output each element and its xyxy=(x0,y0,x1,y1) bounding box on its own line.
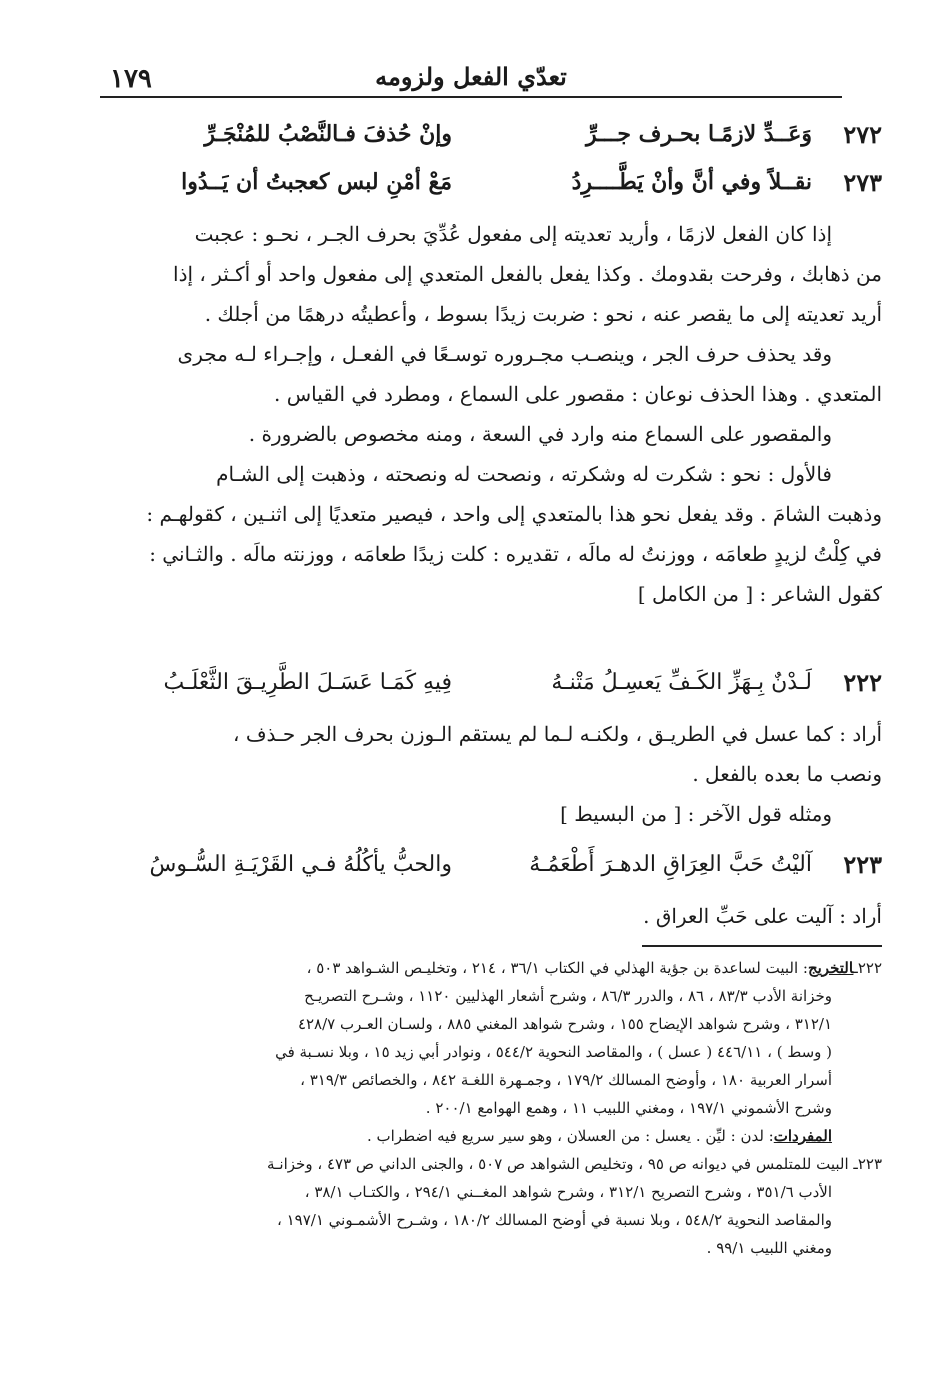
commentary-block-3 xyxy=(100,896,882,936)
first-hemistich: وَعَــدِّ لازمًـا بحـرف جـــرِّ xyxy=(585,121,812,147)
page-number: ١٧٩ xyxy=(110,64,152,94)
footnote-line: ٣١٢/١ ، وشرح شواهد الإيضاح ١٥٥ ، وشرح شواهد المغني ٨٨٥ ، ولسـان العـرب ٤٢٨/٧ xyxy=(297,1015,832,1033)
text-line: المتعدي . وهذا الحذف نوعان : مقصور على السماع ، ومطرد في القياس . xyxy=(274,382,882,406)
commentary-block-2 xyxy=(100,714,882,834)
text-line: أراد : آليت على حَبِّ العراق . xyxy=(643,904,882,928)
second-hemistich: والحبُّ يأكُلُهُ فـي القَرْيَـةِ السُّـوسُ xyxy=(149,851,452,877)
vocabulary-line xyxy=(100,1122,882,1150)
footnote-line: ( وسط ) ، ٤٤٦/١١ ( عسل ) ، والمقاصد النحوية ٥٤٤/٢ ، ونوادر أبي زيد ١٥ ، وبلا نسـبة في xyxy=(275,1043,832,1061)
footnote-222-line xyxy=(100,954,882,982)
verse-number: ٢٢٣ xyxy=(843,849,882,879)
first-hemistich: آليْتُ حَبَّ العِرَاقِ الدهـرَ أَطْعَمُـهُ xyxy=(529,851,812,877)
second-hemistich: فِيهِ كَمَـا عَسَـلَ الطَّرِيـقَ الثَّعْلَـبُ xyxy=(163,669,452,695)
text-line: أريد تعديته إلى ما يقصر عنه ، نحو : ضربت زيدًا بسوط ، وأعطيتُه درهمًا من أجلك . xyxy=(204,302,882,326)
text-line: وذهبت الشامَ . وقد يفعل نحو هذا بالمتعدي إلى واحد ، فيصير متعديًا إلى اثنـين ، كقولهـم : xyxy=(146,502,882,526)
page-header xyxy=(100,62,842,98)
text-line: وقد يحذف حرف الجر ، وينصـب مجـروره توسـعًا في الفعـل ، وإجـراء لـه مجرى xyxy=(177,342,832,366)
footnote-line: الأدب ٣٥١/٦ ، وشرح التصريح ٣١٢/١ ، وشرح شواهد المغــني ٢٩٤/١ ، والكتـاب ٣٨/١ ، xyxy=(304,1183,832,1201)
footnote-label: التخريج xyxy=(807,959,854,977)
second-hemistich: مَعْ أمْنِ لبس كعجبتُ أن يَــدُوا xyxy=(181,169,452,195)
verse-223 xyxy=(60,842,882,886)
verse-222 xyxy=(60,660,882,704)
footnote-text: : البيت لساعدة بن جؤية الهذلي في الكتاب ٣٦/١ ، ٢١٤ ، وتخليـص الشـواهد ٥٠٣ ، xyxy=(306,959,808,977)
verse-273 xyxy=(60,160,882,204)
footnote-line: أسرار العربية ١٨٠ ، وأوضح المسالك ١٧٩/٢ ، وجمـهرة اللغـة ٨٤٢ ، والخصائص ٣١٩/٣ ، xyxy=(300,1071,832,1089)
footnote-line: وخزانة الأدب ٨٣/٣ ، ٨٦ ، والدرر ٨٦/٣ ، وشرح أشعار الهذليين ١١٢٠ ، وشـرح التصريـح xyxy=(304,987,832,1005)
vocabulary-label: المفردات xyxy=(773,1127,832,1145)
text-line: فالأول : نحو : شكرت له وشكرته ، ونصحت له ونصحته ، وذهبت إلى الشـام xyxy=(216,462,832,486)
text-line: ومثله قول الآخر : [ من البسيط ] xyxy=(560,802,832,826)
footnote-line: والمقاصد النحوية ٥٤٨/٢ ، وبلا نسبة في أوضح المسالك ١٨٠/٢ ، وشـرح الأشمـوني ١٩٧/١ ، xyxy=(277,1211,832,1229)
running-title: تعدّي الفعل ولزومه xyxy=(375,62,567,91)
text-line: من ذهابك ، وفرحت بقدومك . وكذا يفعل بالفعل المتعدي إلى مفعول واحد أو أكـثر ، إذا xyxy=(173,262,882,286)
verse-272 xyxy=(60,112,882,156)
commentary-block-1 xyxy=(100,214,882,614)
footnote-divider xyxy=(642,945,882,947)
text-line: إذا كان الفعل لازمًا ، وأريد تعديته إلى مفعول عُدِّيَ بحرف الجـر ، نحـو : عجبت xyxy=(194,222,832,246)
verse-number: ٢٢٢ xyxy=(843,667,882,697)
text-line: في كِلْتُ لزيدٍ طعامَه ، ووزنتُ له مالَه ، تقديره : كلت زيدًا طعامَه ، ووزنته مالَه . والثـاني : xyxy=(149,542,882,566)
footnote-line: ومغني اللبيب ٩٩/١ . xyxy=(706,1239,832,1257)
footnote-223-line: ٢٢٣ـ البيت للمتلمس في ديوانه ص ٩٥ ، وتخليص الشواهد ص ٥٠٧ ، والجنى الداني ص ٤٧٣ ، وخزانـة xyxy=(267,1155,882,1173)
text-line: ونصب ما بعده بالفعل . xyxy=(692,762,882,786)
text-line: والمقصور على السماع منه وارد في السعة ، ومنه مخصوص بالضرورة . xyxy=(248,422,832,446)
first-hemistich: لَـدْنٌ بِـهَزِّ الكَـفِّ يَعسِـلُ مَتْنـهُ xyxy=(551,669,812,695)
text-line: أراد : كما عسل في الطريـق ، ولكنـه لـما لم يستقم الـوزن بحرف الجر حـذف ، xyxy=(233,722,882,746)
verse-number: ٢٧٢ xyxy=(843,119,882,149)
text-line: كقول الشاعر : [ من الكامل ] xyxy=(637,582,882,606)
footnotes xyxy=(100,954,882,1262)
first-hemistich: نقــلاً وفي أنَّ وأنْ يَطَّــــرِدُ xyxy=(571,169,812,195)
vocabulary-text: : لدن : ليِّن . يعسل : من العسلان ، وهو سير سريع فيه اضطراب . xyxy=(366,1127,774,1145)
verse-number: ٢٧٣ xyxy=(843,167,882,197)
second-hemistich: وإنْ حُذفَ فـالنَّصْبُ للمُنْجَـرِّ xyxy=(204,121,452,147)
footnote-line: وشرح الأشموني ١٩٧/١ ، ومغني اللبيب ١١ ، وهمع الهوامع ٢٠٠/١ . xyxy=(425,1099,832,1117)
footnote-number: ٢٢٢ـ xyxy=(853,959,882,977)
